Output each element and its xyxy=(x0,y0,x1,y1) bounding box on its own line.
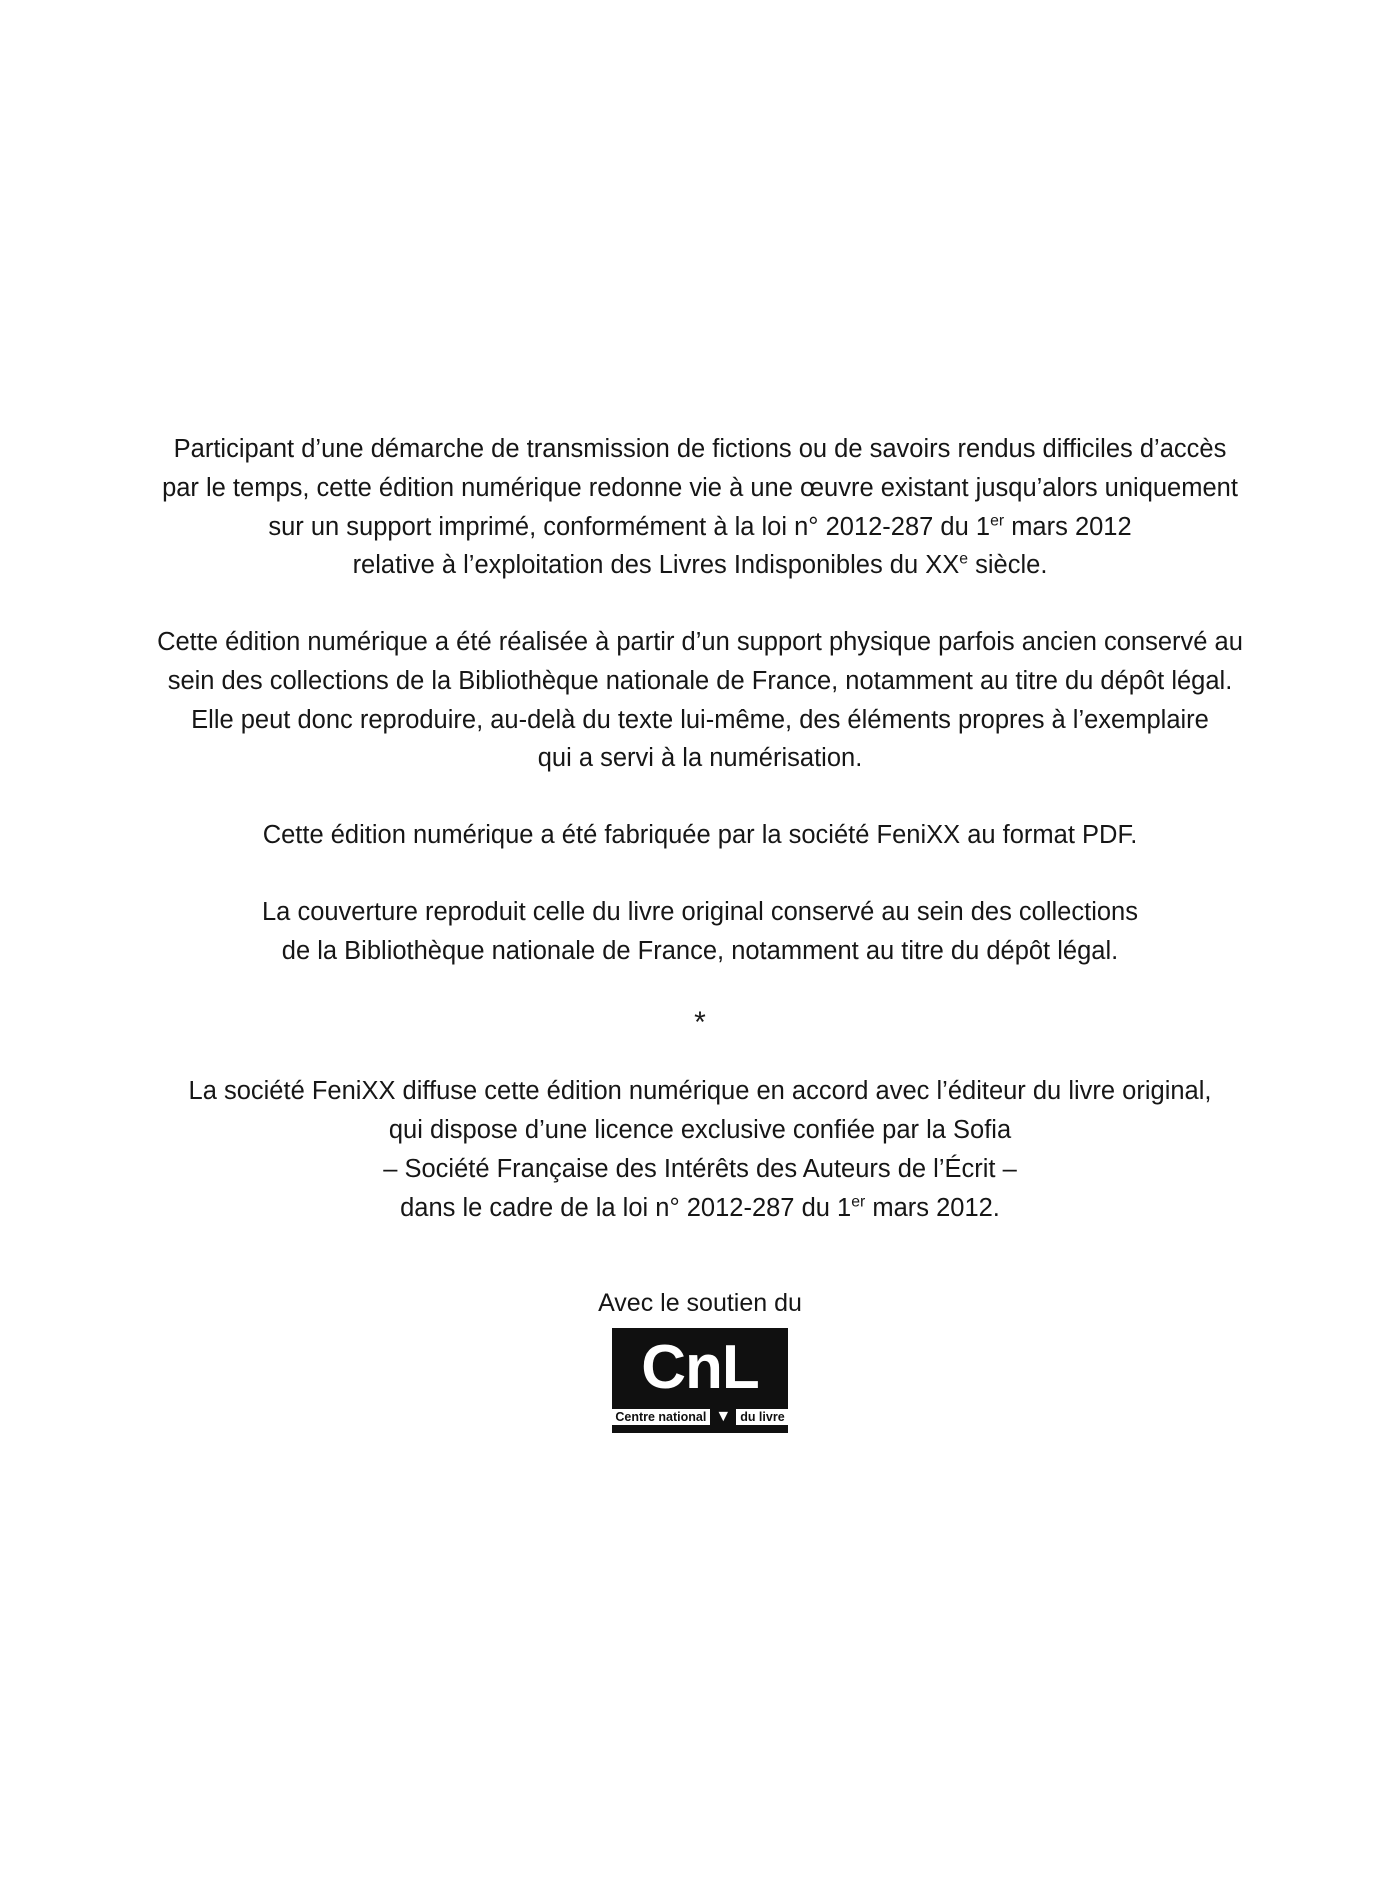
paragraph-source-line-3: Elle peut donc reproduire, au-delà du texte lui-même, des éléments propres à l’exemplaire xyxy=(191,705,1209,734)
paragraph-diffusion-line-2: qui dispose d’une licence exclusive confiée par la Sofia xyxy=(388,1116,1012,1144)
cnl-logo xyxy=(612,1328,788,1433)
superscript-e: e xyxy=(959,550,969,568)
superscript-er: er xyxy=(990,512,1005,529)
cnl-checkmark-icon: ▼ xyxy=(715,1408,732,1426)
paragraph-intro-line-2: par le temps, cette édition numérique redonne vie à une œuvre existant jusqu’alors uniquement xyxy=(162,473,1238,502)
paragraph-source-line-1: Cette édition numérique a été réalisée à partir d’un support physique parfois ancien conservé au xyxy=(157,628,1243,656)
paragraph-cover-line-2: de la Bibliothèque nationale de France, notamment au titre du dépôt légal. xyxy=(281,936,1119,965)
support-caption: Avec le soutien du xyxy=(598,1289,802,1318)
paragraph-source-line-4: qui a servi à la numérisation. xyxy=(537,744,863,773)
paragraph-diffusion xyxy=(120,1072,1280,1227)
paragraph-diffusion-line-3: – Société Française des Intérêts des Auteurs de l’Écrit – xyxy=(383,1154,1017,1183)
support-section xyxy=(0,1289,1400,1433)
paragraph-cover xyxy=(120,893,1280,971)
paragraph-source xyxy=(120,623,1280,778)
paragraph-diffusion-line-1: La société FeniXX diffuse cette édition numérique en accord avec l’éditeur du livre original, xyxy=(188,1077,1212,1106)
paragraph-intro-line-4: relative à l’exploitation des Livres Indisponibles du XXe siècle. xyxy=(352,550,1048,580)
cnl-acronym: CnL xyxy=(641,1333,759,1403)
paragraph-format-line-1: Cette édition numérique a été fabriquée par la société FeniXX au format PDF. xyxy=(262,821,1138,849)
paragraph-diffusion-line-4: dans le cadre de la loi n° 2012-287 du 1er mars 2012. xyxy=(400,1193,1000,1222)
paragraph-cover-line-1: La couverture reproduit celle du livre original conservé au sein des collections xyxy=(262,897,1138,926)
cnl-subtitle-right: du livre xyxy=(736,1409,788,1426)
paragraph-intro xyxy=(120,430,1280,585)
cnl-subtitle-left: Centre national xyxy=(611,1409,710,1426)
paragraph-intro-line-3: sur un support imprimé, conformément à la loi n° 2012-287 du 1er mars 2012 xyxy=(268,512,1132,541)
paragraph-intro-line-1: Participant d’une démarche de transmission de fictions ou de savoirs rendus difficiles d’accès xyxy=(173,435,1227,463)
paragraph-source-line-2: sein des collections de la Bibliothèque nationale de France, notamment au titre du dépôt légal. xyxy=(167,666,1233,695)
superscript-er: er xyxy=(851,1193,866,1210)
asterisk-separator: * xyxy=(694,1006,706,1040)
cnl-subtitle xyxy=(615,1404,785,1426)
paragraph-format xyxy=(120,816,1280,855)
